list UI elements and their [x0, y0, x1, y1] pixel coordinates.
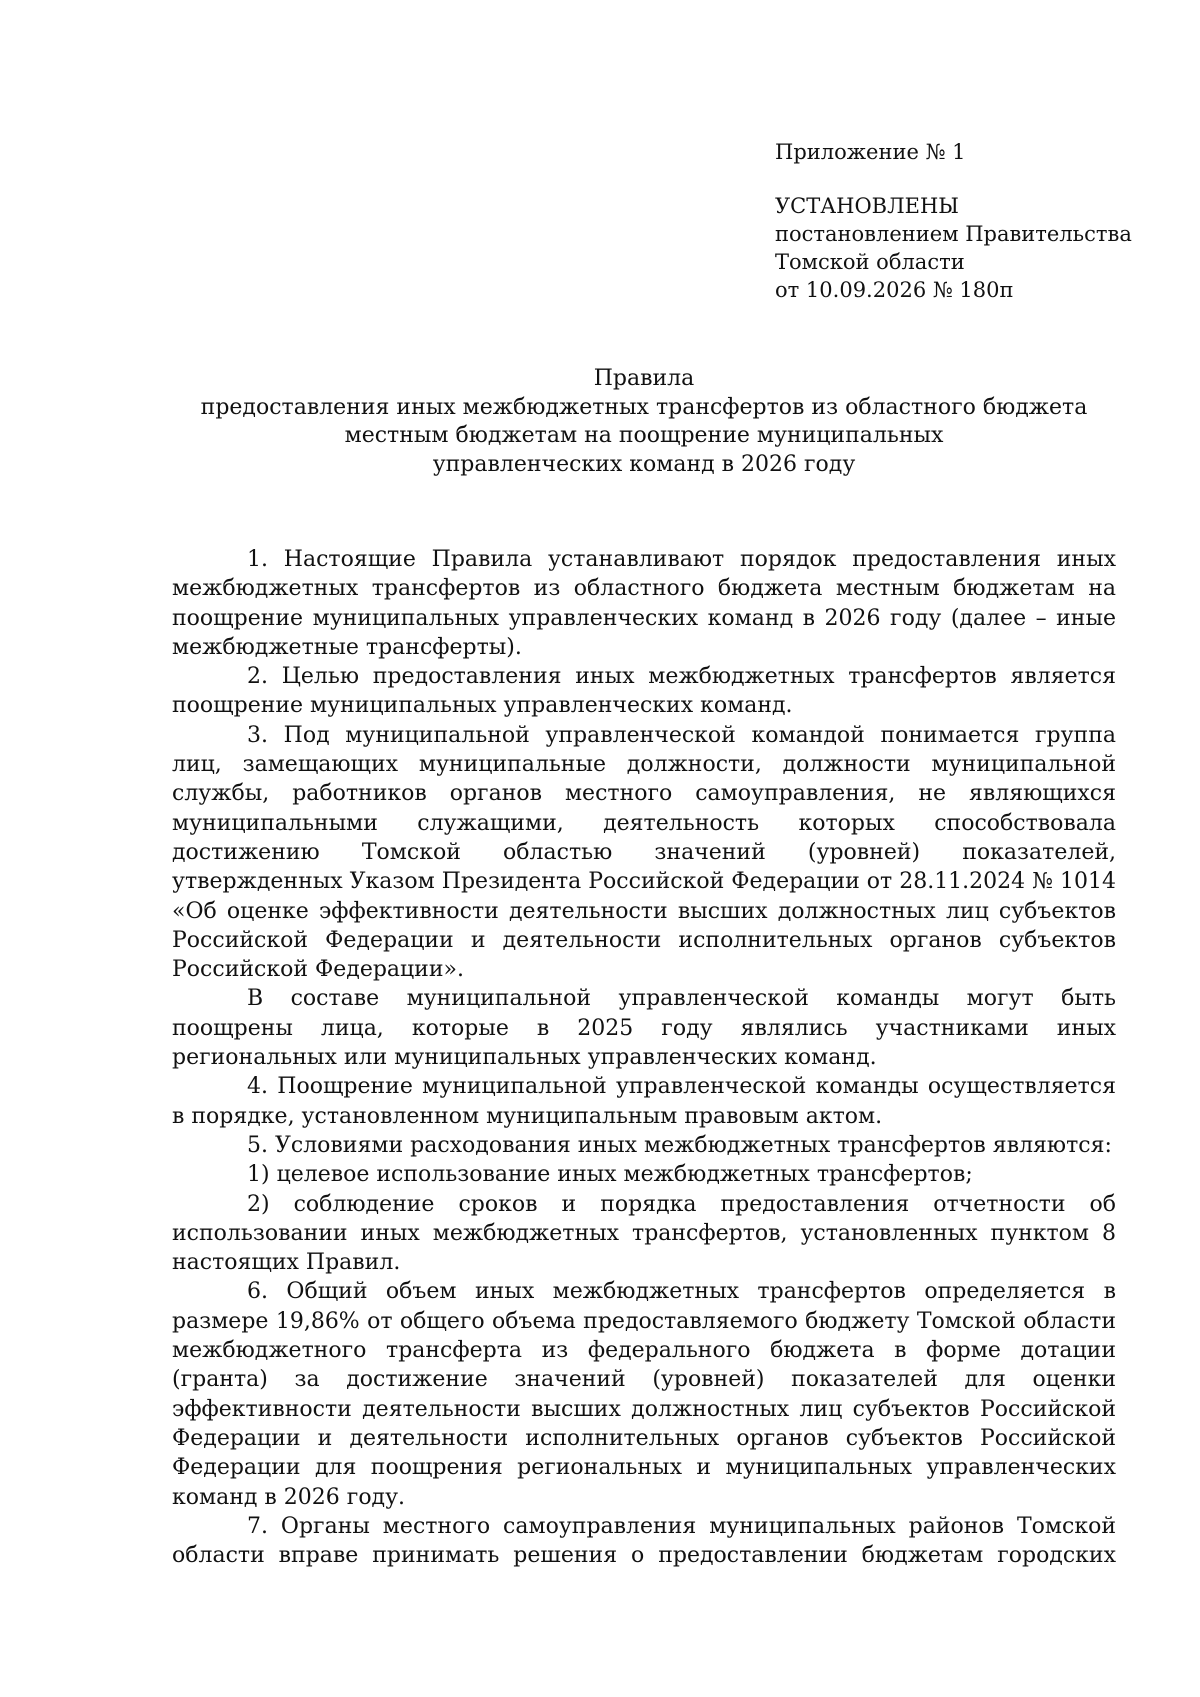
title-line3: местным бюджетам на поощрение муниципальных	[344, 423, 944, 448]
title-line4: управленческих команд в 2026 году	[432, 451, 856, 477]
paragraph-5-item-2: 2) соблюдение сроков и порядка предоставления отчетности об использовании иных межбюджетных трансфертов, установленных пунктом 8 настоящих Правил.	[172, 1191, 1116, 1276]
approved-by-line2: Томской области	[775, 250, 965, 274]
paragraph-1: 1. Настоящие Правила устанавливают порядок предоставления иных межбюджетных трансфертов из областного бюджета местным бюджетам на поощрение муниципальных управленческих команд в 2026 году (далее – иные межбюджетные трансферты).	[172, 547, 1116, 660]
title-line1: Правила	[593, 366, 695, 391]
paragraph-6: 6. Общий объем иных межбюджетных трансфертов определяется в размере 19,86% от общего объема предоставляемого бюджету Томской области межбюджетного трансферта из федерального бюджета в форме дотации (гранта) за достижение значений (уровней) показателей для оценки эффективности деятельности высших должностных лиц субъектов Российской Федерации и деятельности исполнительных органов субъектов Российской Федерации для поощрения региональных и муниципальных управленческих команд в 2026 году.	[172, 1279, 1116, 1510]
paragraph-5: 5. Условиями расходования иных межбюджетных трансфертов являются:	[247, 1132, 1112, 1158]
paragraph-5-item-1: 1) целевое использование иных межбюджетных трансфертов;	[247, 1162, 973, 1188]
attachment-header	[775, 138, 1135, 304]
attachment-label: Приложение № 1	[775, 140, 966, 164]
paragraph-3: 3. Под муниципальной управленческой командой понимается группа лиц, замещающих муниципальные должности, должности муниципальной службы, работников органов местного самоуправления, не являющихся муниципальными служащими, деятельность которых способствовала достижению Томской областью значений (уровней) показателей, утвержденных Указом Президента Российской Федерации от 28.11.2024 № 1014 «Об оценке эффективности деятельности высших должностных лиц субъектов Российской Федерации и деятельности исполнительных органов субъектов Российской Федерации».	[172, 722, 1116, 983]
approved-date: от 10.09.2026 № 180п	[775, 278, 1014, 302]
title-line2: предоставления иных межбюджетных трансфертов из областного бюджета	[200, 394, 1088, 420]
paragraph-3-addendum: В составе муниципальной управленческой команды могут быть поощрены лица, которые в 2025 году являлись участниками иных региональных или муниципальных управленческих команд.	[172, 986, 1116, 1071]
document-body	[172, 545, 1116, 1570]
paragraph-2: 2. Целью предоставления иных межбюджетных трансфертов является поощрение муниципальных управленческих команд.	[172, 664, 1116, 719]
paragraph-7: 7. Органы местного самоуправления муниципальных районов Томской области вправе принимать решения о предоставлении бюджетам городских	[172, 1513, 1116, 1569]
document-title	[160, 365, 1128, 479]
paragraph-4: 4. Поощрение муниципальной управленческой команды осуществляется в порядке, установленном муниципальным правовым актом.	[172, 1074, 1116, 1129]
approved-label: УСТАНОВЛЕНЫ	[775, 194, 959, 218]
approved-by-line1: постановлением Правительства	[775, 222, 1132, 246]
